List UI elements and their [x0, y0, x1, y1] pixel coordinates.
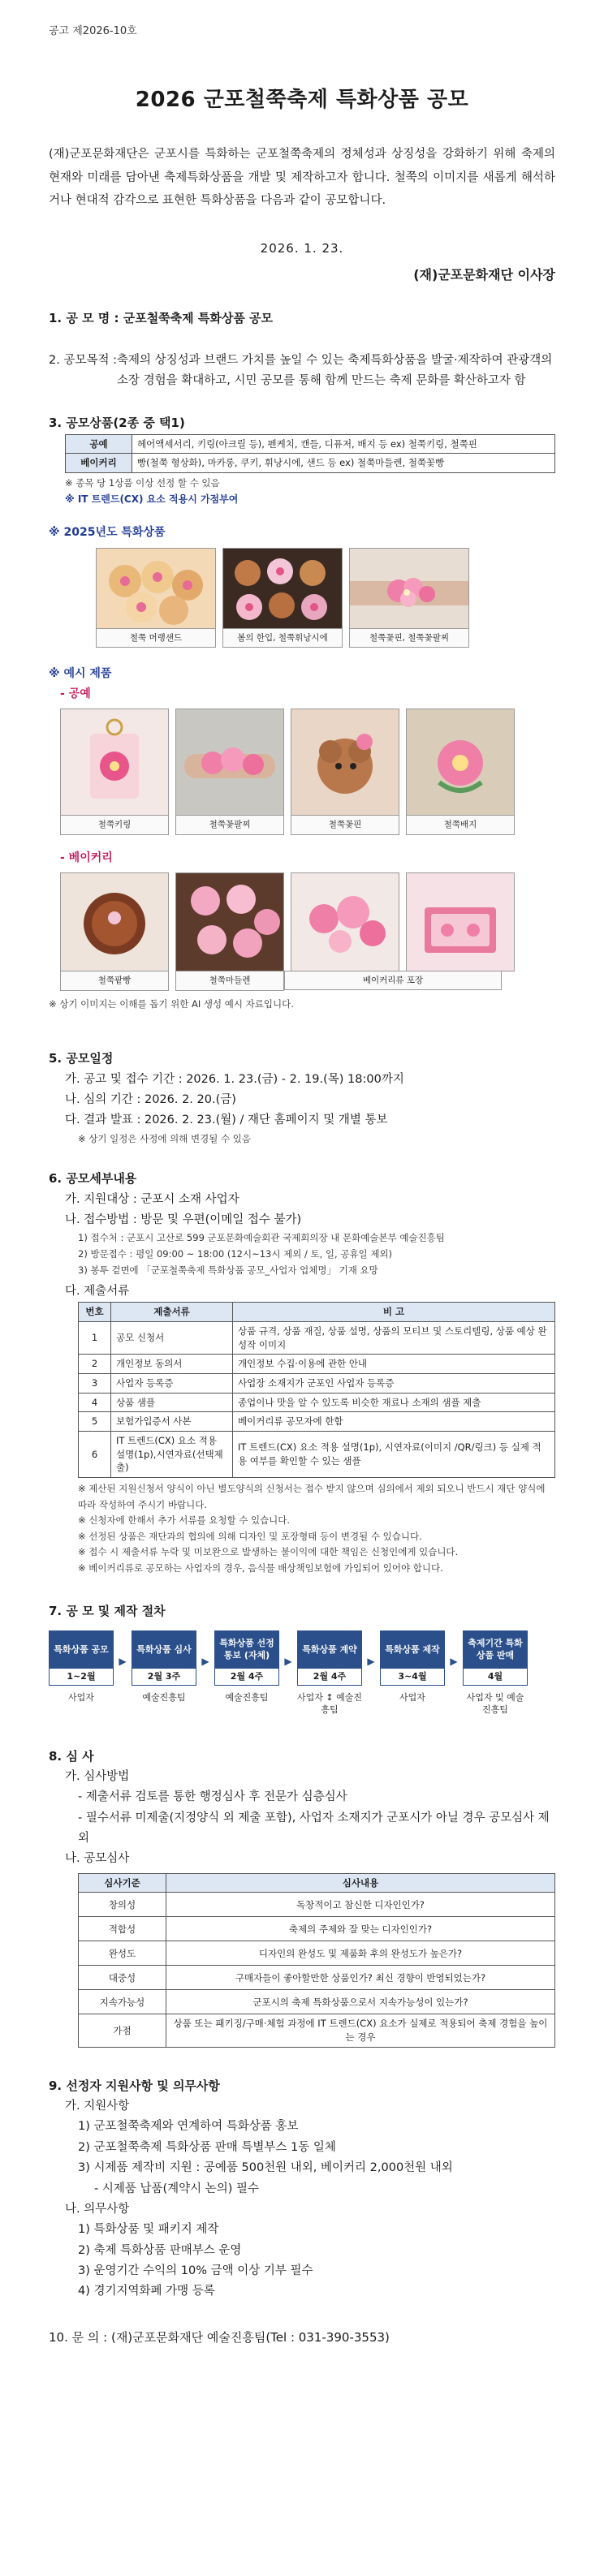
gallery-caption: 베이커리류 포장 — [284, 971, 502, 990]
step-title: 축제기간 특화상품 판매 — [464, 1631, 527, 1669]
process-step — [49, 1630, 114, 1704]
cell-remark: 상품 규격, 상품 재질, 상품 설명, 상품의 모티브 및 스토리텔링, 상품 예상 완성작 이미지 — [233, 1322, 555, 1355]
packaging-image — [406, 872, 515, 971]
process-step — [132, 1630, 196, 1704]
review-criteria-head: 나. 공모심사 — [65, 1852, 130, 1866]
review-table — [78, 1873, 555, 2048]
step-period: 1~2월 — [50, 1669, 113, 1685]
cell-remark: 베이커리류 공모자에 한함 — [233, 1412, 555, 1432]
gallery-item — [60, 872, 169, 990]
category-key: 공예 — [66, 434, 132, 454]
arrow-right-icon: ▶ — [201, 1655, 209, 1667]
process-step — [380, 1630, 445, 1704]
section-9-head: 9. 선정자 지원사항 및 의무사항 — [49, 2078, 220, 2093]
cell-criterion: 대중성 — [79, 1966, 166, 1990]
schedule-apply: 가. 공고 및 접수 기간 : 2026. 1. 23.(금) - 2. 19.(목) 18:00까지 — [65, 1072, 404, 1086]
category-value: 빵(철쭉 형상화), 마카롱, 쿠키, 휘낭시에, 샌드 등 ex) 철쭉마들렌, 철쭉꽃빵 — [132, 454, 555, 473]
documents-note: ※ 신청자에 한해서 추가 서류를 요청할 수 있습니다. — [78, 1514, 291, 1527]
step-owner: 예술진흥팀 — [225, 1691, 269, 1703]
step-owner: 사업자 및 예술진흥팀 — [466, 1691, 524, 1715]
review-method-1: - 제출서류 검토를 통한 행정심사 후 전문가 심층심사 — [78, 1790, 347, 1804]
table-row — [66, 434, 555, 454]
section-3-note-1: ※ 종목 당 1상품 이상 선정 할 수 있음 — [65, 476, 220, 489]
documents-note: ※ 베이커리류로 공모하는 사업자의 경우, 음식물 배상책임보험에 가입되어 있어야 합니다. — [78, 1562, 443, 1574]
cell-content: 디자인의 완성도 및 제품화 후의 완성도가 높은가? — [166, 1941, 555, 1966]
cookie-image — [291, 872, 399, 971]
gallery-item — [96, 548, 216, 648]
section-2-text: 축제의 상징성과 브랜드 가치를 높일 수 있는 축제특화상품을 발굴·제작하여 관광객의 소장 경험을 확대하고, 시민 공모를 통해 함께 만드는 축제 문화를 확산하고자 함 — [116, 353, 553, 387]
arrow-right-icon: ▶ — [284, 1655, 292, 1667]
cell-number: 5 — [79, 1412, 111, 1432]
examples-head: ※ 예시 제품 — [49, 667, 112, 681]
section-5-head: 5. 공모일정 — [49, 1051, 114, 1066]
section-8 — [49, 1746, 555, 2048]
cell-remark: 개인정보 수집·이용에 관한 안내 — [233, 1355, 555, 1374]
col-content: 심사내용 — [166, 1873, 555, 1893]
category-table — [65, 434, 555, 473]
gallery-caption: 철쭉키링 — [60, 816, 169, 834]
cell-number: 3 — [79, 1374, 111, 1394]
section-8-head: 8. 심 사 — [49, 1748, 94, 1764]
cell-criterion: 완성도 — [79, 1941, 166, 1966]
col-criterion: 심사기준 — [79, 1873, 166, 1893]
cell-document: 상품 샘플 — [111, 1393, 233, 1412]
support-item: 3) 시제품 제작비 지원 : 공예품 500천원 내외, 베이커리 2,000천원 내외 — [78, 2161, 453, 2175]
cell-number: 4 — [79, 1393, 111, 1412]
cell-document: 공모 신청서 — [111, 1322, 233, 1355]
gallery-caption: 철쭉마들렌 — [175, 971, 284, 990]
table-row — [79, 1393, 555, 1412]
gallery-caption: 철쭉꽃핀, 철쭉꽃팔찌 — [349, 629, 469, 648]
table-row — [79, 1322, 555, 1355]
category-key: 베이커리 — [66, 454, 132, 473]
documents-note: ※ 제산된 지원신청서 양식이 아닌 별도양식의 신청서는 접수 받지 않으며 심의에서 제외 되오니 반드시 재단 양식에 따라 작성하여 주시기 바랍니다. — [78, 1483, 546, 1510]
documents-head: 다. 제출서류 — [65, 1285, 130, 1299]
section-2 — [49, 351, 555, 392]
gallery-2025-head: ※ 2025년도 특화상품 — [49, 526, 166, 540]
step-owner: 예술진흥팀 — [142, 1691, 186, 1703]
eligibility: 가. 지원대상 : 군포시 소재 사업자 — [65, 1192, 239, 1206]
gallery-item — [291, 709, 399, 834]
cell-criterion: 창의성 — [79, 1893, 166, 1917]
table-row — [79, 1893, 555, 1917]
process-step — [214, 1630, 279, 1704]
arrow-right-icon: ▶ — [450, 1655, 458, 1667]
section-7-head: 7. 공 모 및 제작 절차 — [49, 1604, 166, 1619]
table-header-row — [79, 1303, 555, 1322]
gallery-caption: 철쭉 머랭샌드 — [96, 629, 216, 648]
redbean-bread-image — [60, 872, 169, 971]
table-row — [79, 1941, 555, 1966]
arrow-right-icon: ▶ — [367, 1655, 375, 1667]
intro-paragraph: (재)군포문화재단은 군포시를 특화하는 군포철쭉축제의 정체성과 상징성을 강화하기 위해 축제의 현재와 미래를 담아낸 축제특화상품을 개발 및 제작하고자 합니다. 철쭉의 이미지를 새롭게 해석하거나 현대적 감각으로 표현한 특화상품을 다음과 같이 공모합니다. — [49, 148, 555, 207]
process-steps — [49, 1630, 555, 1717]
table-row — [79, 1374, 555, 1394]
step-period: 2월 4주 — [215, 1669, 278, 1685]
section-3 — [49, 412, 555, 508]
col-remark: 비 고 — [233, 1303, 555, 1322]
section-2-label: 2. 공모목적 : — [49, 353, 117, 367]
cell-document: 보험가입증서 사본 — [111, 1412, 233, 1432]
duty-item: 1) 특화상품 및 패키지 제작 — [78, 2223, 219, 2237]
cell-criterion: 적합성 — [79, 1917, 166, 1941]
cell-criterion: 지속가능성 — [79, 1990, 166, 2014]
cell-number: 2 — [79, 1355, 111, 1374]
submit-place: 1) 접수처 : 군포시 고산로 599 군포문화예술회관 국제회의장 내 문화예술본부 예술진흥팀 — [78, 1232, 445, 1244]
cell-remark: 종업이나 맛을 알 수 있도록 비슷한 재료나 소재의 샘플 제출 — [233, 1393, 555, 1412]
step-title: 특화상품 선정 통보 (자체) — [215, 1631, 278, 1669]
cell-content: 구매자들이 좋아할만한 상품인가? 최신 경향이 반영되었는가? — [166, 1966, 555, 1990]
submit-hours: 2) 방문접수 : 평일 09:00 ~ 18:00 (12시~13시 제외 / 토, 일, 공휴일 제외) — [78, 1247, 393, 1260]
table-row — [79, 1432, 555, 1478]
duty-item: 3) 운영기간 수익의 10% 금액 이상 기부 필수 — [78, 2264, 313, 2278]
cell-remark: 사업장 소재지가 군포인 사업자 등록증 — [233, 1374, 555, 1394]
contact-info: 10. 문 의 : (재)군포문화재단 예술진흥팀(Tel : 031-390-3553) — [49, 2329, 390, 2345]
review-method-2: - 필수서류 미제출(지정양식 외 제출 포함), 사업자 소재지가 군포시가 아닐 경우 공모심사 제외 — [78, 1811, 550, 1846]
table-row — [79, 1917, 555, 1941]
cell-number: 6 — [79, 1432, 111, 1478]
flower-pin-image — [349, 548, 469, 629]
table-row — [79, 1990, 555, 2014]
section-6 — [49, 1168, 555, 1576]
table-row — [66, 454, 555, 473]
madeleine-image — [175, 872, 284, 971]
section-5 — [49, 1048, 555, 1147]
gallery-caption: 철쭉팥빵 — [60, 971, 169, 990]
duty-item: 4) 경기지역화폐 가맹 등록 — [78, 2285, 215, 2298]
step-title: 특화상품 심사 — [132, 1631, 196, 1669]
step-owner: 사업자 ↕ 예술진흥팀 — [297, 1691, 362, 1715]
support-head: 가. 지원사항 — [65, 2100, 130, 2113]
page-title: 2026 군포철쭉축제 특화상품 공모 — [135, 87, 469, 112]
table-header-row — [79, 1873, 555, 1893]
cell-content: 상품 또는 패키징/구매·체험 과정에 IT 트렌드(CX) 요소가 실제로 적용되어 축제 경험을 높이는 경우 — [166, 2014, 555, 2047]
section-7 — [49, 1600, 555, 1716]
bakery-head: - 베이커리 — [60, 851, 113, 864]
section-9 — [49, 2075, 555, 2302]
table-row — [79, 1355, 555, 1374]
notice-date: 2026. 1. 23. — [260, 241, 344, 256]
process-step — [297, 1630, 362, 1717]
cell-content: 군포시의 축제 특화상품으로서 지속가능성이 있는가? — [166, 1990, 555, 2014]
support-item-sub: - 시제품 납품(계약시 논의) 필수 — [94, 2182, 260, 2195]
badge-image — [406, 709, 515, 816]
step-period: 2월 4주 — [298, 1669, 361, 1685]
gallery-caption: 봄의 한입, 철쭉휘낭시에 — [222, 629, 343, 648]
step-title: 특화상품 제작 — [381, 1631, 444, 1669]
review-method-head: 가. 심사방법 — [65, 1769, 130, 1783]
section-6-head: 6. 공모세부내용 — [49, 1171, 137, 1187]
gallery-caption: 철쭉배지 — [406, 816, 515, 834]
issuer: (재)군포문화재단 이사장 — [413, 267, 555, 283]
table-row — [79, 2014, 555, 2047]
step-period: 2월 3주 — [132, 1669, 196, 1685]
col-number: 번호 — [79, 1303, 111, 1322]
step-period: 3~4월 — [381, 1669, 444, 1685]
schedule-note: ※ 상기 일정은 사정에 의해 변경될 수 있음 — [78, 1132, 251, 1144]
cell-document: 사업자 등록증 — [111, 1374, 233, 1394]
section-1-head: 1. 공 모 명 : 군포철쭉축제 특화상품 공모 — [49, 311, 274, 326]
table-row — [79, 1412, 555, 1432]
cell-document: IT 트렌드(CX) 요소 적용 설명(1p),시연자료(선택제출) — [111, 1432, 233, 1478]
cell-document: 개인정보 동의서 — [111, 1355, 233, 1374]
step-title: 특화상품 계약 — [298, 1631, 361, 1669]
submit-envelope: 3) 봉투 겉면에 「군포철쭉축제 특화상품 공모_사업자 업체명」 기재 요망 — [78, 1264, 378, 1276]
meringue-image — [96, 548, 216, 629]
support-item: 2) 군포철쭉축제 특화상품 판매 특별부스 1동 일체 — [78, 2140, 336, 2154]
bracelet-image — [175, 709, 284, 816]
section-1 — [49, 308, 555, 329]
submit-method: 나. 접수방법 : 방문 및 우편(이메일 접수 불가) — [65, 1213, 302, 1227]
cell-content: 독창적이고 참신한 디자인인가? — [166, 1893, 555, 1917]
step-title: 특화상품 공모 — [50, 1631, 113, 1669]
step-owner: 사업자 — [399, 1691, 425, 1703]
cell-criterion: 가점 — [79, 2014, 166, 2047]
craft-gallery — [49, 709, 555, 834]
section-3-note-2: ※ IT 트렌드(CX) 요소 적용시 가점부여 — [65, 493, 239, 506]
step-owner: 사업자 — [68, 1691, 94, 1703]
duty-head: 나. 의무사항 — [65, 2202, 130, 2216]
gallery-caption: 철쭉꽃핀 — [291, 816, 399, 834]
craft-head: - 공예 — [60, 687, 91, 700]
documents-note: ※ 선정된 상품은 재단과의 협의에 의해 디자인 및 포장형태 등이 변경될 수 있습니다. — [78, 1530, 422, 1542]
gallery-item — [349, 548, 469, 648]
cell-content: 축제의 주제와 잘 맞는 디자인인가? — [166, 1917, 555, 1941]
duty-item: 2) 축제 특화상품 판매부스 운영 — [78, 2243, 242, 2257]
gallery-item — [406, 709, 515, 834]
keyring-image — [60, 709, 169, 816]
cell-remark: IT 트렌드(CX) 요소 적용 설명(1p), 시연자료(이미지 /QR/링크) 등 실제 적용 여부를 확인할 수 있는 샘플 — [233, 1432, 555, 1478]
documents-note: ※ 접수 시 제출서류 누락 및 미보완으로 발생하는 불이익에 대한 책임은 신청인에게 있습니다. — [78, 1546, 459, 1558]
hairpin-image — [291, 709, 399, 816]
gallery-item — [60, 709, 169, 834]
examples-note: ※ 상기 이미지는 이해를 돕기 위한 AI 생성 예시 자료입니다. — [49, 997, 294, 1010]
gallery-item — [175, 709, 284, 834]
notice-number: 공고 제2026-10호 — [49, 25, 137, 37]
gallery-caption: 철쭉꽃팔찌 — [175, 816, 284, 834]
category-value: 헤어액세서리, 키링(아크릴 등), 펜케치, 캔들, 디퓨저, 배지 등 ex) 철쭉키링, 철쭉핀 — [132, 434, 555, 454]
gallery-item — [175, 872, 284, 990]
documents-table — [78, 1302, 555, 1478]
gallery-2025 — [49, 548, 555, 648]
col-document: 제출서류 — [111, 1303, 233, 1322]
section-3-head: 3. 공모상품(2종 중 택1) — [49, 416, 185, 431]
step-period: 4월 — [464, 1669, 527, 1685]
bakery-gallery — [49, 872, 555, 990]
gallery-item — [222, 548, 343, 648]
process-step — [463, 1630, 528, 1717]
arrow-right-icon: ▶ — [119, 1655, 127, 1667]
schedule-result: 다. 결과 발표 : 2026. 2. 23.(월) / 재단 홈페이지 및 개별 통보 — [65, 1114, 388, 1127]
schedule-review: 나. 심의 기간 : 2026. 2. 20.(금) — [65, 1093, 236, 1107]
support-item: 1) 군포철쭉축제와 연계하여 특화상품 홍보 — [78, 2120, 299, 2134]
cell-number: 1 — [79, 1322, 111, 1355]
section-10 — [49, 2327, 555, 2348]
table-row — [79, 1966, 555, 1990]
financier-image — [222, 548, 343, 629]
